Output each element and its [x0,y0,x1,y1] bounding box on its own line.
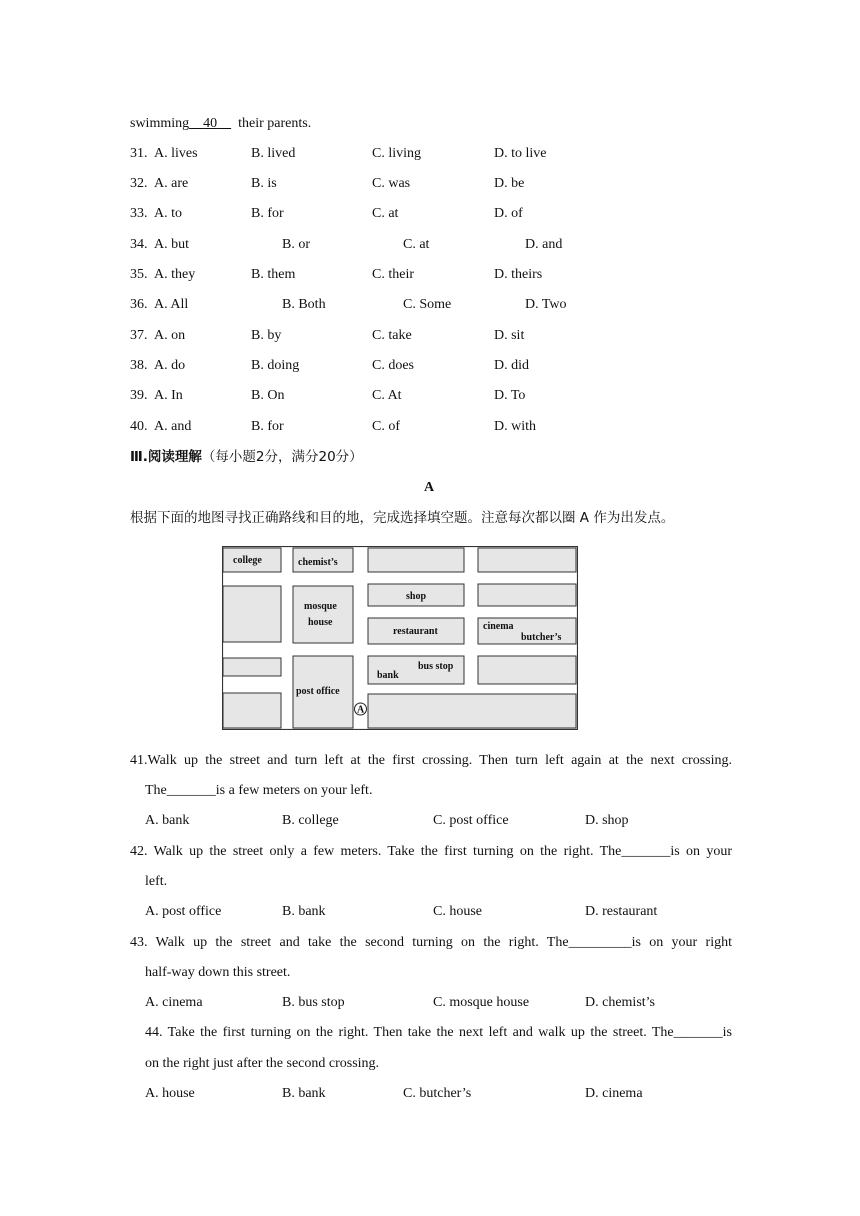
option-d: D. with [494,419,536,434]
block-bottom-right [368,694,576,728]
option-d: D. of [494,206,523,221]
cloze-question [130,327,186,345]
option-d: D. to live [494,146,547,161]
option-a: A. are [154,176,189,191]
block-left-bottom [223,693,281,728]
question-43-option-b: B. bus stop [282,995,345,1010]
option-b: B. by [251,328,282,343]
map-label-mosque: mosque [304,601,337,612]
option-c: C. At [372,388,402,403]
option-b: B. doing [251,358,300,373]
cloze-question [130,145,198,163]
question-42-option-c: C. house [433,904,482,919]
block-left-middle [223,586,281,642]
question-44-option-b: B. bank [282,1086,326,1101]
question-number: 32. [130,176,148,191]
option-c: C. of [372,419,400,434]
passage-label: A [424,480,435,495]
question-43-option-c: C. mosque house [433,995,530,1010]
instruction-text: 根据下面的地图寻找正确路线和目的地，完成选择填空题。注意每次都以圈 A 作为出发点。 [130,510,675,526]
option-b: B. Both [282,297,326,312]
question-41-option-b: B. college [282,813,339,828]
block-left-small [223,658,281,676]
block-top-middle [368,548,464,572]
question-41-option-c: C. post office [433,813,509,828]
question-number: 38. [130,358,148,373]
cloze-question [130,236,189,254]
option-d: D. and [525,237,563,252]
map-label-bank: bank [377,670,399,681]
question-44-option-d: D. cinema [585,1086,643,1101]
map-label-start: A [357,704,365,716]
cloze-question [130,357,186,375]
mosque-house-block [293,586,353,643]
block-top-right [478,548,576,572]
option-b: B. lived [251,146,296,161]
section-note: （每小题2分，满分20分） [201,449,363,465]
question-43-option-d: D. chemist’s [585,995,655,1010]
option-c: C. Some [403,297,452,312]
option-a: A. In [154,388,183,403]
option-d: D. Two [525,297,567,312]
question-43-option-a: A. cinema [145,995,203,1010]
question-42-line2: left. [145,874,168,889]
map-label-bus-stop: bus stop [418,661,454,672]
map-label-restaurant: restaurant [393,626,438,637]
intro-after: their parents. [238,116,312,131]
option-d: D. To [494,388,526,403]
question-44-line2: on the right just after the second crossing. [145,1056,380,1071]
question-number: 36. [130,297,148,312]
cloze-question [130,418,192,436]
map-label-shop: shop [406,591,427,602]
cloze-question [130,205,182,223]
option-b: B. On [251,388,285,403]
question-41-line1: 41.Walk up the street and turn left at the first crossing. Then turn left again at the next crossing. [130,753,732,768]
map-label-chemists: chemist’s [298,557,338,568]
question-44-line1: 44. Take the first turning on the right. Then take the next left and walk up the street. The_______is [145,1025,732,1040]
option-d: D. did [494,358,529,373]
map-label-college: college [233,555,262,566]
option-c: C. does [372,358,414,373]
option-a: A. do [154,358,186,373]
question-number: 33. [130,206,148,221]
option-b: B. for [251,419,284,434]
option-a: A. they [154,267,196,282]
option-c: C. take [372,328,412,343]
option-a: A. but [154,237,189,252]
question-43-line2: half-way down this street. [145,965,291,980]
section-title: Ⅲ.阅读理解 [130,449,202,465]
option-a: A. and [154,419,192,434]
option-a: A. to [154,206,182,221]
option-c: C. living [372,146,422,161]
option-c: C. was [372,176,411,191]
option-b: B. or [282,237,310,252]
question-41-option-a: A. bank [145,813,190,828]
option-d: D. be [494,176,525,191]
question-44-option-a: A. house [145,1086,195,1101]
question-42-option-a: A. post office [145,904,222,919]
cloze-question [130,175,189,193]
cloze-question [130,266,196,284]
block-right-lower [478,656,576,684]
question-42-option-d: D. restaurant [585,904,658,919]
block-right-upper [478,584,576,606]
question-41-line2: The_______is a few meters on your left. [145,783,373,798]
map-label-post-office: post office [296,686,340,697]
option-b: B. for [251,206,284,221]
question-42-line1: 42. Walk up the street only a few meters. Take the first turning on the right. The_______is on your [130,844,732,859]
option-c: C. at [372,206,399,221]
intro-line [130,115,311,133]
option-a: A. All [154,297,189,312]
street-map [222,546,578,730]
section-heading [130,448,363,467]
intro-before: swimming [130,116,190,131]
option-d: D. sit [494,328,525,343]
question-42-option-b: B. bank [282,904,326,919]
map-label-house: house [308,617,333,628]
intro-blank: 40 [203,116,218,131]
option-a: A. lives [154,146,198,161]
question-number: 35. [130,267,148,282]
question-44-option-c: C. butcher’s [403,1086,472,1101]
question-number: 34. [130,237,148,252]
question-43-line1: 43. Walk up the street and take the second turning on the right. The_________is on your right [130,935,732,950]
question-number: 31. [130,146,148,161]
question-number: 40. [130,419,148,434]
cloze-question [130,296,189,314]
option-b: B. them [251,267,296,282]
option-c: C. at [403,237,430,252]
map-label-butchers: butcher’s [521,632,562,643]
option-c: C. their [372,267,414,282]
option-d: D. theirs [494,267,543,282]
question-41-option-d: D. shop [585,813,629,828]
question-number: 39. [130,388,148,403]
cloze-question [130,387,183,405]
map-label-cinema: cinema [483,621,514,632]
option-a: A. on [154,328,186,343]
option-b: B. is [251,176,277,191]
question-number: 37. [130,328,148,343]
